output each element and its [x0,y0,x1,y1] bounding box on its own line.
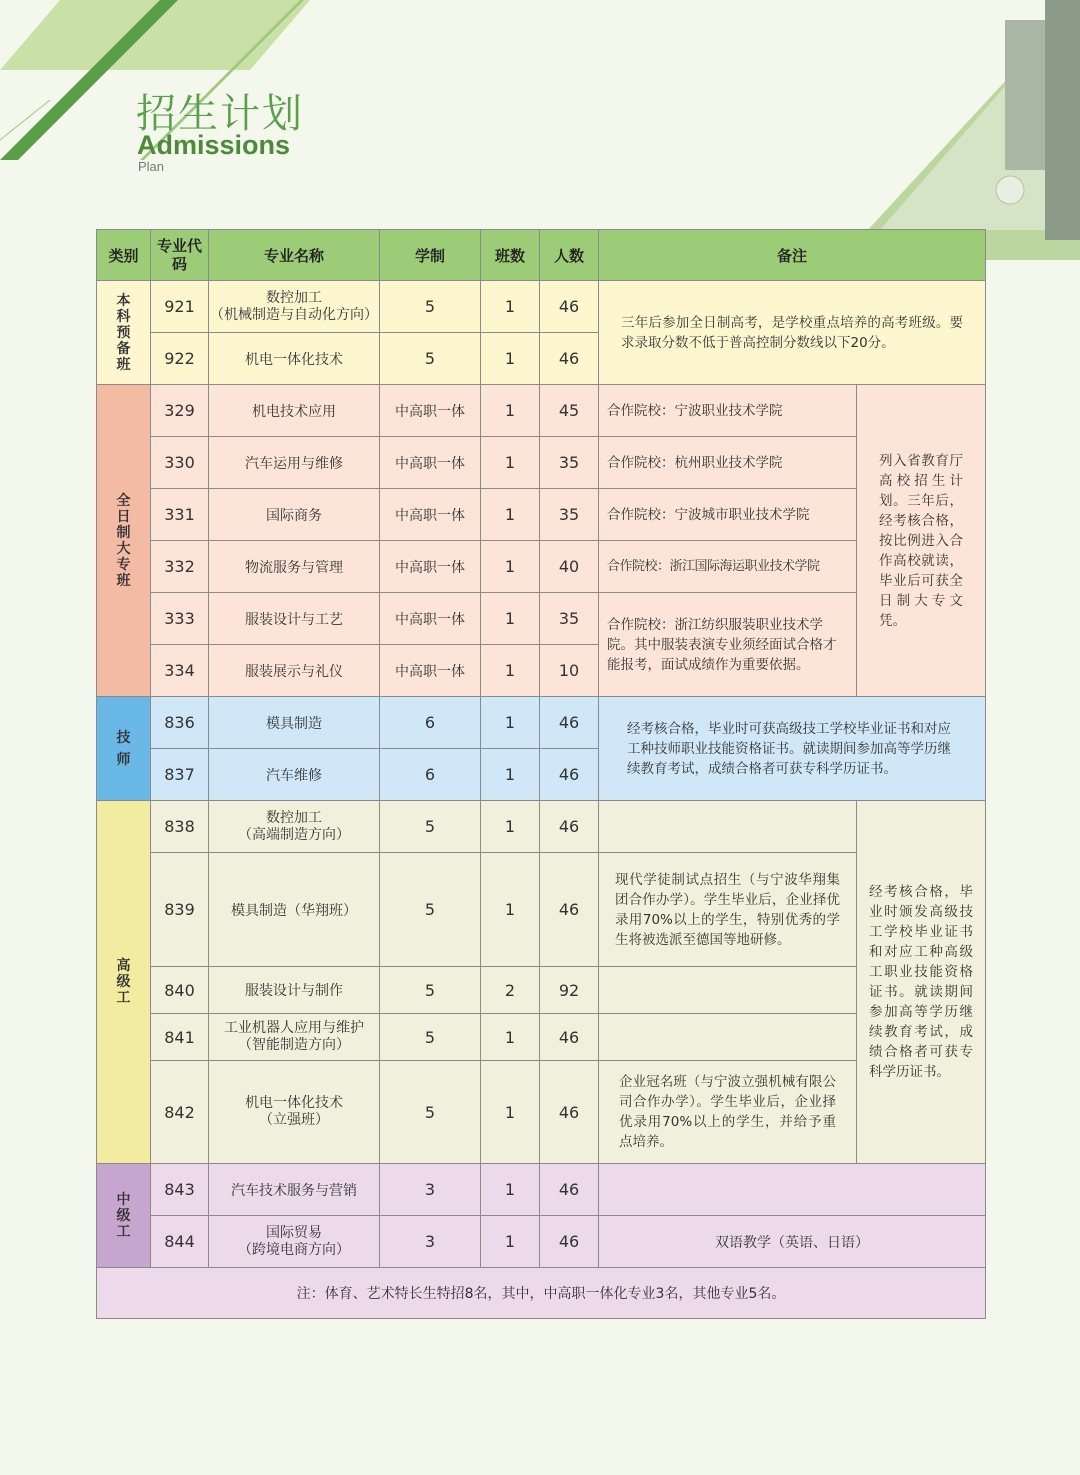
row-system: 3 [380,1164,481,1216]
row-count: 46 [540,1164,599,1216]
row-count: 46 [540,333,599,385]
row-system: 中高职一体 [380,385,481,437]
row-name: 国际贸易 （跨境电商方向） [209,1216,380,1268]
row-name: 汽车维修 [209,749,380,801]
row-system: 5 [380,853,481,967]
row-code: 331 [151,489,209,541]
row-name: 国际商务 [209,489,380,541]
footnote: 注：体育、艺术特长生特招8名，其中，中高职一体化专业3名，其他专业5名。 [97,1268,986,1319]
category-benke: 本科预备班 [97,281,151,385]
category-gaoji: 高级工 [97,801,151,1164]
row-name: 机电技术应用 [209,385,380,437]
row-system: 5 [380,801,481,853]
table-header-row [97,230,986,281]
row-count: 10 [540,645,599,697]
row-name: 物流服务与管理 [209,541,380,593]
header-code: 专业代码 [151,230,209,281]
row-remark: 合作院校：浙江国际海运职业技术学院 [599,541,857,593]
row-name: 汽车运用与维修 [209,437,380,489]
row-name: 数控加工 （机械制造与自动化方向） [209,281,380,333]
row-system: 中高职一体 [380,437,481,489]
row-code: 332 [151,541,209,593]
row-code: 836 [151,697,209,749]
row-system: 中高职一体 [380,541,481,593]
row-count: 35 [540,593,599,645]
row-system: 3 [380,1216,481,1268]
table-row [97,1164,986,1216]
remark-fuzhuang: 合作院校：浙江纺织服装职业技术学院。其中服装表演专业须经面试合格才能报考，面试成绩作为重要依据。 [599,593,857,697]
row-system: 6 [380,749,481,801]
row-name: 模具制造（华翔班） [209,853,380,967]
table-row [97,281,986,333]
page-title-en: Admissions [137,130,291,160]
table-row [97,967,986,1014]
row-remark: 合作院校：宁波城市职业技术学院 [599,489,857,541]
remark-liqiang: 企业冠名班（与宁波立强机械有限公司合作办学）。学生毕业后，企业择优录用70%以上的学生，并给予重点培养。 [599,1061,857,1164]
row-code: 840 [151,967,209,1014]
row-name: 数控加工 （高端制造方向） [209,801,380,853]
row-system: 5 [380,1014,481,1061]
row-code: 843 [151,1164,209,1216]
row-code: 837 [151,749,209,801]
row-remark: 双语教学（英语、日语） [599,1216,986,1268]
table-row [97,385,986,437]
row-system: 中高职一体 [380,489,481,541]
row-system: 5 [380,333,481,385]
row-count: 46 [540,281,599,333]
row-classes: 1 [481,489,540,541]
row-count: 46 [540,697,599,749]
row-count: 46 [540,1216,599,1268]
row-classes: 2 [481,967,540,1014]
category-zhongji: 中级工 [97,1164,151,1268]
row-remark-empty [599,1014,857,1061]
table-row [97,593,986,645]
row-classes: 1 [481,1216,540,1268]
row-system: 5 [380,967,481,1014]
row-remark: 合作院校：杭州职业技术学院 [599,437,857,489]
row-classes: 1 [481,1164,540,1216]
header-remark: 备注 [599,230,986,281]
row-code: 333 [151,593,209,645]
row-remark-empty [599,801,857,853]
row-classes: 1 [481,645,540,697]
row-classes: 1 [481,1061,540,1164]
row-count: 35 [540,437,599,489]
page-subtitle: Plan [138,159,165,174]
admissions-table [96,229,986,1319]
row-classes: 1 [481,593,540,645]
table-footnote-row [97,1268,986,1319]
row-remark-empty [599,967,857,1014]
header-count: 人数 [540,230,599,281]
decorative-photo-corner [840,0,1080,260]
table-row [97,853,986,967]
row-classes: 1 [481,801,540,853]
table-row [97,1014,986,1061]
remark-gaoji-side: 经考核合格，毕业时颁发高级技工学校毕业证书和对应工种高级工职业技能资格证书。就读期间参加高等学历继续教育考试，成绩合格者可获专科学历证书。 [857,801,986,1164]
table-row [97,801,986,853]
row-system: 5 [380,281,481,333]
row-system: 6 [380,697,481,749]
row-classes: 1 [481,697,540,749]
row-system: 5 [380,1061,481,1164]
row-name: 服装设计与工艺 [209,593,380,645]
header-category: 类别 [97,230,151,281]
table-row [97,1216,986,1268]
row-code: 334 [151,645,209,697]
table-row [97,437,986,489]
row-code: 330 [151,437,209,489]
page-title: 招生计划 [136,91,304,137]
row-code: 839 [151,853,209,967]
row-code: 838 [151,801,209,853]
row-name: 服装展示与礼仪 [209,645,380,697]
header-classes: 班数 [481,230,540,281]
row-name: 机电一体化技术 [209,333,380,385]
remark-dazhuan-side: 列入省教育厅高校招生计划。三年后，经考核合格，按比例进入合作高校就读，毕业后可获全日制大专文凭。 [857,385,986,697]
row-code: 921 [151,281,209,333]
row-classes: 1 [481,333,540,385]
row-classes: 1 [481,437,540,489]
table-row [97,489,986,541]
row-count: 46 [540,853,599,967]
row-count: 46 [540,1061,599,1164]
table-row [97,697,986,749]
row-classes: 1 [481,1014,540,1061]
row-remark: 合作院校：宁波职业技术学院 [599,385,857,437]
row-count: 92 [540,967,599,1014]
row-count: 46 [540,1014,599,1061]
table-row [97,541,986,593]
row-remark-empty [599,1164,986,1216]
row-classes: 1 [481,281,540,333]
row-count: 45 [540,385,599,437]
row-code: 329 [151,385,209,437]
row-name: 机电一体化技术 （立强班） [209,1061,380,1164]
row-count: 35 [540,489,599,541]
row-classes: 1 [481,853,540,967]
row-name: 汽车技术服务与营销 [209,1164,380,1216]
row-name: 工业机器人应用与维护 （智能制造方向） [209,1014,380,1061]
row-classes: 1 [481,541,540,593]
category-jishi: 技师 [97,697,151,801]
row-code: 922 [151,333,209,385]
row-classes: 1 [481,749,540,801]
category-dazhuan: 全日制大专班 [97,385,151,697]
header-name: 专业名称 [209,230,380,281]
row-count: 40 [540,541,599,593]
table-row [97,1061,986,1164]
row-count: 46 [540,801,599,853]
row-name: 服装设计与制作 [209,967,380,1014]
header-system: 学制 [380,230,481,281]
row-system: 中高职一体 [380,593,481,645]
row-count: 46 [540,749,599,801]
row-name: 模具制造 [209,697,380,749]
row-code: 841 [151,1014,209,1061]
remark-huaxiang: 现代学徒制试点招生（与宁波华翔集团合作办学）。学生毕业后，企业择优录用70%以上的学生，特别优秀的学生将被选派至德国等地研修。 [599,853,857,967]
row-system: 中高职一体 [380,645,481,697]
remark-benke: 三年后参加全日制高考，是学校重点培养的高考班级。要求录取分数不低于普高控制分数线以下20分。 [599,281,986,385]
row-code: 844 [151,1216,209,1268]
remark-jishi: 经考核合格，毕业时可获高级技工学校毕业证书和对应工种技师职业技能资格证书。就读期间参加高等学历继续教育考试，成绩合格者可获专科学历证书。 [599,697,986,801]
row-classes: 1 [481,385,540,437]
row-code: 842 [151,1061,209,1164]
